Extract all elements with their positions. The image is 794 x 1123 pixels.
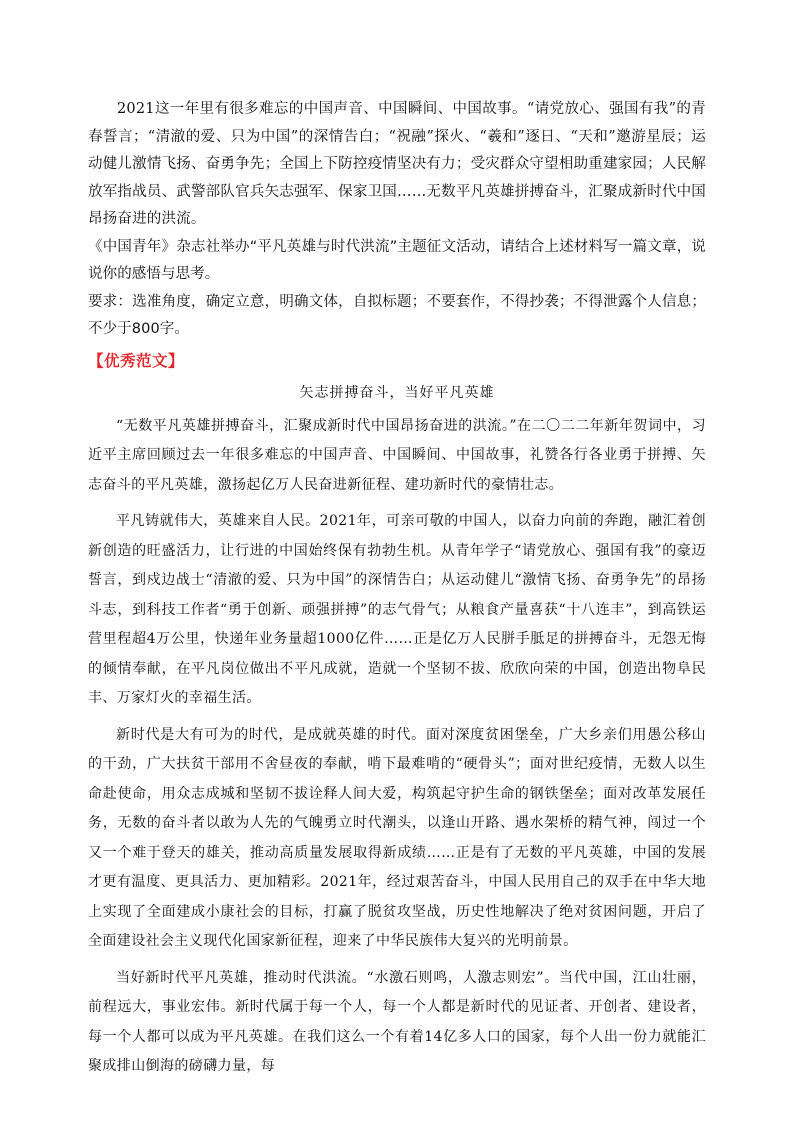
section-tag: 【优秀范文】	[88, 351, 185, 370]
essay-paragraph: 平凡铸就伟大，英雄来自人民。2021年，可亲可敬的中国人，以奋力向前的奔跑，融汇着创新创造的旺盛活力，让行进的中国始终保有勃勃生机。从青年学子“请党放心、强国有我”的豪迈誓言，到戍边战士“清澈的爱、只为中国”的深情告白；从运动健儿“激情飞扬、奋勇争先”的昂扬斗志，到科技工作者“勇于创新、顽强拼搏”的志气骨气；从粮食产量喜获“十八连丰”，到高铁运营里程超4万公里，快递年业务量超1000亿件……正是亿万人民胼手胝足的拼搏奋斗，无怨无悔的倾情奉献，在平凡岗位做出不平凡成就，造就一个坚韧不拔、欣欣向荣的中国，创造出物阜民丰、万家灯火的幸福生活。	[88, 513, 706, 706]
essay-paragraph: 当好新时代平凡英雄，推动时代洪流。“水激石则鸣，人激志则宏”。当代中国，江山壮丽，前程远大，事业宏伟。新时代属于每一个人，每一个人都是新时代的见证者、开创者、建设者，每一个人都可以成为平凡英雄。在我们这么一个有着14亿多人口的国家，每个人出一份力就能汇聚成排山倒海的磅礴力量，每	[88, 969, 706, 1074]
essay-paragraph: “无数平凡英雄拼搏奋斗，汇聚成新时代中国昂扬奋进的洪流。”在二〇二二年新年贺词中，习近平主席回顾过去一年很多难忘的中国声音、中国瞬间、中国故事，礼赞各行各业勇于拼搏、矢志奋斗的平凡英雄，激扬起亿万人民奋进新征程、建功新时代的豪情壮志。	[88, 417, 706, 493]
essay-paragraph: 新时代是大有可为的时代，是成就英雄的时代。面对深度贫困堡垒，广大乡亲们用愚公移山的干劲，广大扶贫干部用不舍昼夜的奉献，啃下最难啃的“硬骨头”；面对世纪疫情，无数人以生命赴使命，用众志成城和坚韧不拔诠释人间大爱，构筑起守护生命的钢铁堡垒；面对改革发展任务，无数的奋斗者以敢为人先的气魄勇立时代潮头，以逢山开路、遇水架桥的精气神，闯过一个又一个难于登天的雄关，推动高质量发展取得新成绩……正是有了无数的平凡英雄，中国的发展才更有温度、更具活力、更加精彩。2021年，经过艰苦奋斗，中国人民用自己的双手在中华大地上实现了全面建成小康社会的目标，打赢了脱贫攻坚战，历史性地解决了绝对贫困问题，开启了全面建设社会主义现代化国家新征程，迎来了中华民族伟大复兴的光明前景。	[88, 726, 706, 949]
task-text: 《中国青年》杂志社举办“平凡英雄与时代洪流”主题征文活动，请结合上述材料写一篇文章，说说你的感悟与思考。	[88, 238, 706, 282]
requirements-text: 要求：选准角度，确定立意，明确文体，自拟标题；不要套作，不得抄袭；不得泄露个人信息；不少于800字。	[88, 293, 706, 337]
prompt-paragraph: 2021这一年里有很多难忘的中国声音、中国瞬间、中国故事。“请党放心、强国有我”的青春誓言；“清澈的爱、只为中国”的深情告白；“祝融”探火、“羲和”逐日、“天和”邀游星辰；运动健儿激情飞扬、奋勇争先；全国上下防控疫情坚决有力；受灾群众守望相助重建家园；人民解放军指战员、武警部队官兵矢志强军、保家卫国……无数平凡英雄拼搏奋斗，汇聚成新时代中国昂扬奋进的洪流。	[88, 101, 706, 227]
essay-title: 矢志拼搏奋斗，当好平凡英雄	[299, 384, 495, 401]
